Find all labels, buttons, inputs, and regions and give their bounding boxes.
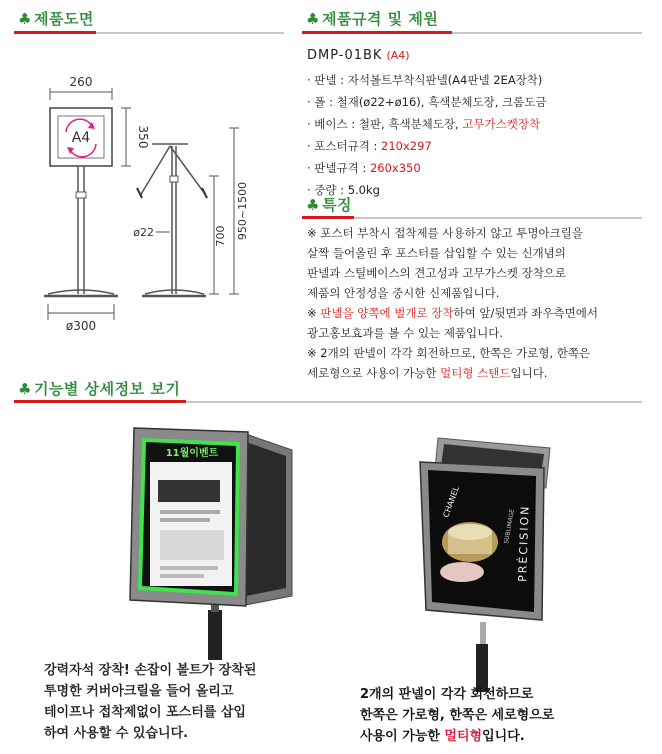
drawing-section-title — [18, 8, 94, 29]
features-title-text: 특징 — [321, 196, 352, 214]
product-text: PRÉCISION — [516, 504, 532, 583]
right-caption — [360, 684, 554, 747]
caption-text: 한쪽은 가로형, 한쪽은 세로형으로 — [360, 708, 555, 723]
spec-row — [307, 94, 546, 110]
feature-text: ※ 포스터 부착시 접착제를 사용하지 않고 투명아크릴을 — [307, 226, 583, 240]
feature-text: 제품의 안정성을 중시한 신제품입니다. — [307, 286, 500, 300]
feature-line — [307, 323, 503, 343]
spec-row — [307, 116, 540, 132]
product-photo-front — [128, 420, 318, 660]
feature-line — [307, 243, 566, 263]
feature-text: ※ 2개의 판넬이 각각 회전하므로, 한쪽은 가로형, 한쪽은 — [307, 346, 591, 360]
caption-line: 테이프나 접착제없이 포스터를 삽입 — [44, 705, 246, 720]
width-label: 260 — [69, 75, 93, 89]
caption-highlight: 멀티형 — [444, 729, 483, 744]
detail-title-text: 기능별 상세정보 보기 — [33, 380, 181, 398]
height-range-label: 950~1500 — [236, 181, 249, 241]
caption-line: 투명한 커버아크릴을 들어 올리고 — [44, 684, 234, 699]
detail-section-title — [18, 378, 180, 399]
spec-row-highlight: 고무가스켓장착 — [462, 117, 541, 131]
club-icon: ♣ — [18, 380, 32, 398]
features-section-title — [306, 194, 352, 215]
feature-line — [307, 303, 598, 323]
features-title-rule — [302, 217, 642, 219]
caption-text: 입니다. — [482, 729, 525, 744]
drawing-title-rule — [14, 32, 284, 34]
drawing-title-text: 제품도면 — [33, 10, 94, 28]
spec-row-text: · 판넬 : 자석볼트부착식판넬(A4판넬 2EA장착) — [307, 73, 543, 87]
feature-line — [307, 223, 583, 243]
feature-line — [307, 263, 566, 283]
spec-row-text: · 베이스 : 철판, 흑색분체도장, — [307, 117, 463, 131]
model-name — [307, 48, 410, 63]
spec-row — [307, 160, 421, 176]
base-diameter-label: ø300 — [65, 319, 97, 333]
product-photo-rotated — [418, 432, 568, 692]
caption-line — [360, 726, 554, 747]
spec-row-highlight: 210x297 — [381, 139, 432, 153]
spec-title-text: 제품규격 및 제원 — [321, 10, 439, 28]
club-icon: ♣ — [18, 10, 32, 28]
poster-banner-text: 11월이벤트 — [165, 448, 219, 459]
feature-text: 살짝 들어올린 후 포스터를 삽입할 수 있는 신개념의 — [307, 246, 566, 260]
club-icon: ♣ — [306, 10, 320, 28]
spec-row-highlight: 260x350 — [369, 161, 421, 175]
caption-text: 사용이 가능한 — [360, 729, 445, 744]
left-caption — [44, 660, 256, 744]
spec-row-text: · 포스터규격 : — [307, 139, 382, 153]
club-icon: ♣ — [306, 196, 320, 214]
caption-text: 2개의 판넬이 각각 회전하므로 — [360, 687, 534, 702]
caption-line: 강력자석 장착! 손잡이 볼트가 장착된 — [44, 663, 257, 678]
spec-row-text: · 폴 : 철재(ø22+ø16), 흑색분체도장, 크롬도금 — [307, 95, 547, 109]
caption-line: 하여 사용할 수 있습니다. — [44, 726, 189, 741]
spec-row-text: · 중량 : 5.0kg — [307, 183, 380, 197]
product-drawing — [0, 36, 300, 336]
detail-title-rule — [14, 401, 642, 403]
feature-text: 입니다. — [510, 366, 548, 380]
pole-diameter-label: ø22 — [133, 226, 154, 239]
lower-height-label: 700 — [214, 225, 227, 247]
feature-text: 세로형으로 사용이 가능한 — [307, 366, 441, 380]
feature-text: ※ — [307, 306, 321, 320]
caption-line — [360, 705, 554, 726]
feature-line — [307, 283, 499, 303]
feature-text: 판넬과 스틸베이스의 견고성과 고무가스켓 장착으로 — [307, 266, 567, 280]
model-sub: (A4) — [386, 49, 410, 62]
product-subtext: SUBLIMAGE — [503, 508, 517, 545]
caption-line — [360, 684, 554, 705]
spec-row — [307, 72, 542, 88]
feature-highlight: 판넬을 양쪽에 벌개로 장착 — [320, 306, 454, 320]
brand-text: CHANEL — [441, 484, 462, 519]
feature-line — [307, 363, 547, 383]
base-shape — [48, 290, 114, 294]
panel-a4-label: A4 — [71, 130, 91, 146]
spec-title-rule — [302, 32, 642, 34]
spec-row-text: · 판넬규격 : — [307, 161, 370, 175]
height-label: 350 — [136, 125, 150, 149]
spec-section-title — [306, 8, 438, 29]
model-code: DMP-01BK — [307, 48, 383, 63]
feature-text: 광고홍보효과를 볼 수 있는 제품입니다. — [307, 326, 504, 340]
feature-line — [307, 343, 590, 363]
feature-text: 하여 앞/뒷면과 좌우측면에서 — [453, 306, 598, 320]
spec-row — [307, 138, 432, 154]
feature-highlight: 멀티형 스탠드 — [440, 366, 511, 380]
